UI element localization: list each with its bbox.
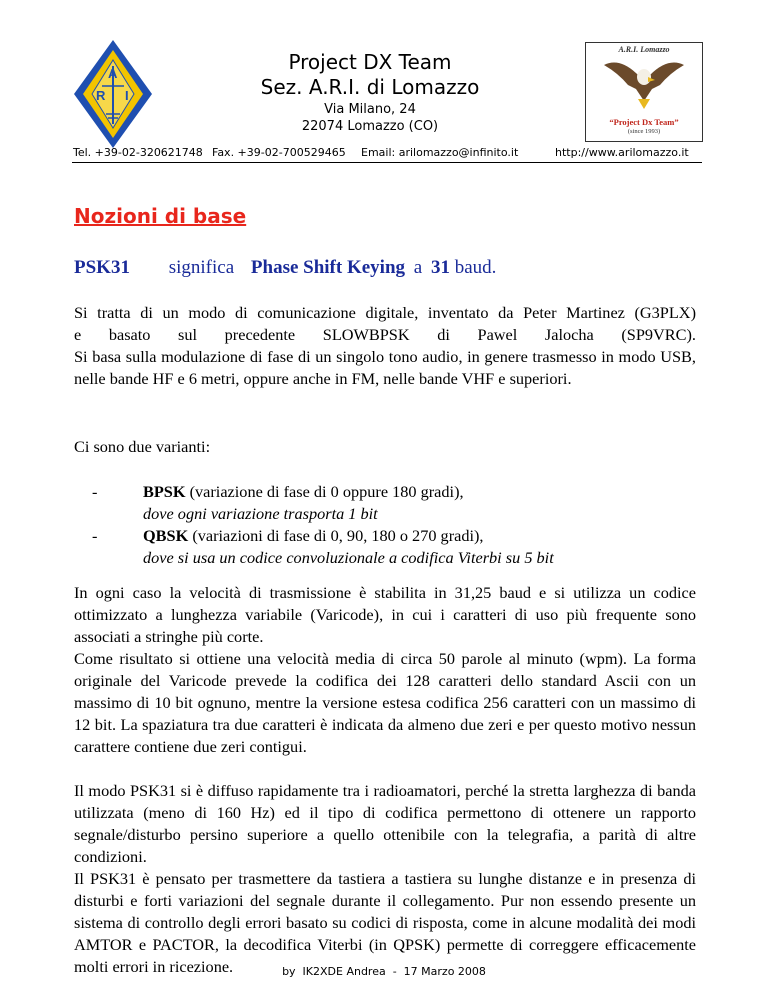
definition-verb: significa xyxy=(168,257,235,278)
definition-unit: baud. xyxy=(454,257,497,278)
header-title-line1: Project DX Team xyxy=(288,50,452,74)
contact-tel: Tel. +39-02-320621748 xyxy=(73,146,203,159)
eagle-logo-caption-since: (since 1993) xyxy=(627,128,661,135)
paragraph-1-rest: Si basa sulla modulazione di fase di un singolo tono audio, in genere trasmesso in modo USB, nelle bande HF e 6 metri, oppure anche in FM, nelle bande VHF e superiori. xyxy=(74,347,696,388)
header-divider xyxy=(72,162,702,163)
paragraph-5: Il modo PSK31 si è diffuso rapidamente tra i radioamatori, perché la stretta larghezza di banda utilizzata (meno di 160 Hz) ed il tipo di codifica permettono di ottenere un rapporto segnale/disturbo persino superiore a quello ottenibile con la telegrafia, a parità di altre condizioni. xyxy=(74,781,696,866)
variant-1 xyxy=(143,481,703,525)
variant-2-dash: - xyxy=(92,526,98,545)
variant-2-name: QBSK xyxy=(143,526,189,545)
contact-website[interactable]: http://www.arilomazzo.it xyxy=(555,146,689,159)
logo-letter-a: A xyxy=(108,66,118,81)
paragraph-1-line-2: e basato sul precedente SLOWBPSK di Pawel Jalocha (SP9VRC). xyxy=(74,325,696,344)
definition-number: 31 xyxy=(430,257,450,278)
header-address-line2: 22074 Lomazzo (CO) xyxy=(301,119,439,134)
logo-letter-i: I xyxy=(125,88,129,103)
header-address-line1: Via Milano, 24 xyxy=(324,102,416,117)
definition-line xyxy=(74,256,496,280)
paragraph-3: In ogni caso la velocità di trasmissione è stabilita in 31,25 baud e si utilizza un codice ottimizzato a lunghezza variabile (Varicode), in cui i caratteri di uso più frequente sono associati a stringhe più corte. xyxy=(74,583,696,646)
variant-1-name: BPSK xyxy=(143,482,186,501)
project-dx-eagle-logo xyxy=(585,42,703,142)
footer-credit: by IK2XDE Andrea - 17 Marzo 2008 xyxy=(282,965,486,978)
definition-prep: a xyxy=(413,257,423,278)
ari-logo xyxy=(72,38,154,150)
variant-1-dash: - xyxy=(92,482,98,501)
definition-term: PSK31 xyxy=(74,257,130,278)
eagle-icon xyxy=(600,55,688,111)
variant-1-note: dove ogni variazione trasporta 1 bit xyxy=(143,504,378,523)
variants-intro: Ci sono due varianti: xyxy=(74,437,211,456)
paragraph-4: Come risultato si ottiene una velocità media di circa 50 parole al minuto (wpm). La forma originale del Varicode prevede la codifica dei 128 caratteri dello standard Ascii con un massimo di 10 bit ognuno, mentre la versione estesa codifica 256 caratteri con un massimo di 12 bit. La spaziatura tra due caratteri è indicata da almeno due zeri e per questo motivo nessun carattere contiene due zeri contigui. xyxy=(74,649,696,756)
section-title: Nozioni di base xyxy=(74,204,247,228)
variant-1-desc: (variazione di fase di 0 oppure 180 gradi), xyxy=(185,482,464,501)
variant-2-desc: (variazioni di fase di 0, 90, 180 o 270 gradi), xyxy=(188,526,484,545)
logo-letter-r: R xyxy=(96,88,106,103)
variant-2-note: dove si usa un codice convoluzionale a codifica Viterbi su 5 bit xyxy=(143,548,554,567)
contact-fax: Fax. +39-02-700529465 xyxy=(212,146,346,159)
variant-2 xyxy=(143,525,703,569)
paragraph-1-line-1: Si tratta di un modo di comunicazione digitale, inventato da Peter Martinez (G3PLX) xyxy=(74,303,696,322)
paragraph-6: Il PSK31 è pensato per trasmettere da tastiera a tastiera su lunghe distanze e in presenza di disturbi e forti variazioni del segnale durante il collegamento. Pur non essendo presente un sistema di controllo degli errori basato su codici di risposta, come in alcune modalità dei modi AMTOR e PACTOR, la decodifica Viterbi (in QPSK) permette di correggere efficacemente molti errori in ricezione. xyxy=(74,869,696,976)
contact-email[interactable]: Email: arilomazzo@infinito.it xyxy=(361,146,519,159)
header-title-line2: Sez. A.R.I. di Lomazzo xyxy=(260,75,480,99)
eagle-logo-caption-bottom: “Project Dx Team” xyxy=(609,117,679,127)
eagle-logo-caption-top: A.R.I. Lomazzo xyxy=(618,45,670,54)
definition-expansion: Phase Shift Keying xyxy=(250,257,406,278)
